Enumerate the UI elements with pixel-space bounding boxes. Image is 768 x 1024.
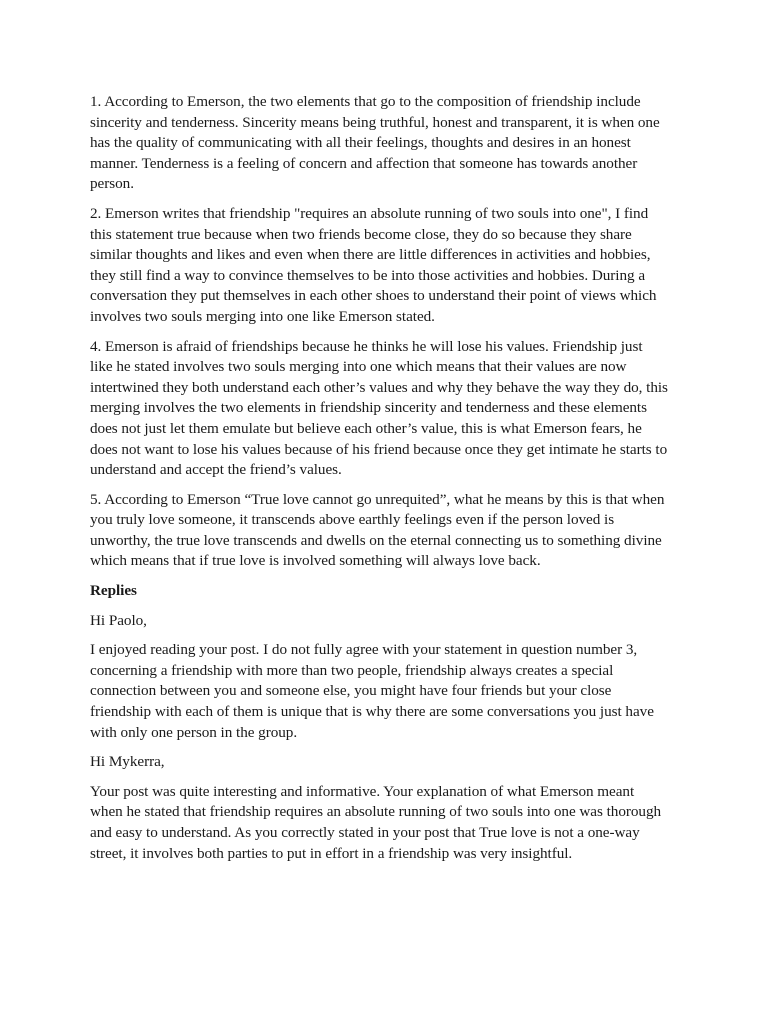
reply-2-body: Your post was quite interesting and informative. Your explanation of what Emerson meant when he stated that friendship requires an absolute running of two souls into one was thorough and easy to understand. As you correctly stated in your post that True love is not a one-way street, it involves both parties to put in effort in a friendship was very insightful.	[90, 782, 662, 862]
answer-4-paragraph: 4. Emerson is afraid of friendships because he thinks he will lose his values. Friendship just like he stated involves two souls merging into one which means that their values are now intertwined they both understand each other’s values and why they behave the way they do, this merging involves the two elements in friendship sincerity and tenderness and these elements does not just let them emulate but believe each other’s value, this is what Emerson fears, he does not want to lose his values because of his friend because once they get intimate he starts to understand and accept the friend’s values.	[90, 337, 668, 479]
answer-1-paragraph: 1. According to Emerson, the two elements that go to the composition of friendship include sincerity and tenderness. Sincerity means being truthful, honest and transparent, it is when one has the quality of communicating with all their feelings, thoughts and desires in an honest manner. Tenderness is a feeling of concern and affection that someone has towards another person.	[90, 93, 660, 193]
reply-1-greeting: Hi Paolo,	[90, 611, 147, 629]
replies-heading: Replies	[90, 582, 137, 600]
answer-5-paragraph: 5. According to Emerson “True love cannot go unrequited”, what he means by this is that when you truly love someone, it transcends above earthly feelings even if the person loved is unworthy, the true love transcends and dwells on the eternal connecting us to something divine which means that if true love is involved something will always love back.	[90, 490, 665, 570]
reply-1-body: I enjoyed reading your post. I do not fully agree with your statement in question number 3, concerning a friendship with more than two people, friendship always creates a special connection between you and someone else, you might have four friends but your close friendship with each of them is unique that is why there are some conversations you just have with only one person in the group.	[90, 641, 654, 741]
reply-2-greeting: Hi Mykerra,	[90, 753, 165, 771]
answer-2-paragraph: 2. Emerson writes that friendship "requires an absolute running of two souls into one", I find this statement true because when two friends become close, they do so because they share similar thoughts and likes and even when there are little differences in activities and hobbies, they still find a way to convince themselves to be into those activities and hobbies. During a conversation they put themselves in each other shoes to understand their point of views which involves two souls merging into one like Emerson stated.	[90, 204, 657, 325]
